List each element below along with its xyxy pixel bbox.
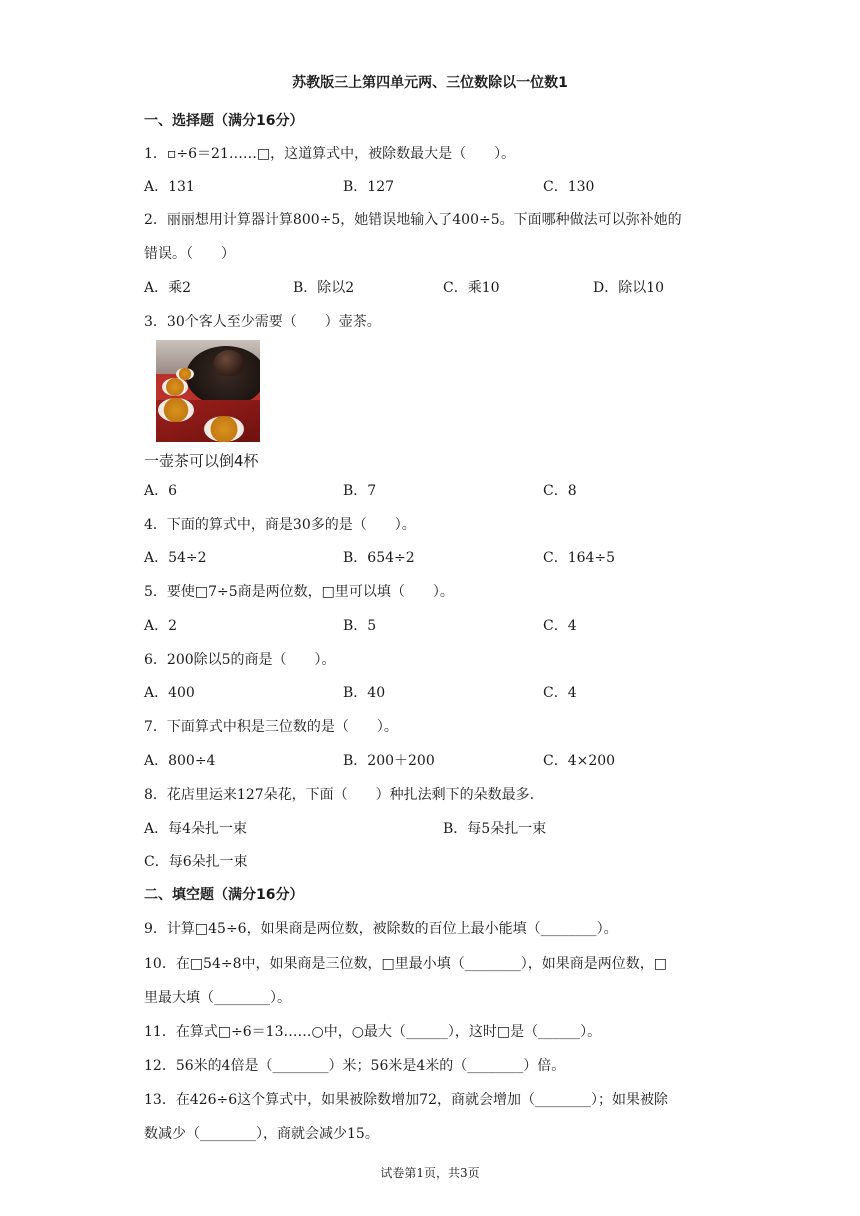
question-12: 12．56米的4倍是（________）米；56米是4米的（________）倍。	[144, 1058, 566, 1074]
q2-option-a: A．乘2	[144, 280, 192, 296]
question-11: 11．在算式□÷6＝13……○中，○最大（______），这时□是（______）。	[144, 1024, 602, 1040]
q6-option-a: A．400	[144, 685, 195, 701]
question-10-line1: 10．在□54÷8中，如果商是三位数，□里最小填（________），如果商是两位数，□	[144, 956, 667, 972]
q7-option-b: B．200＋200	[343, 753, 435, 769]
question-9: 9．计算□45÷6，如果商是两位数，被除数的百位上最小能填（________）。	[144, 921, 618, 937]
page-title: 苏教版三上第四单元两、三位数除以一位数1	[292, 75, 568, 91]
q8-option-c: C．每6朵扎一束	[144, 854, 248, 870]
question-1: 1．▫÷6＝21……□，这道算式中，被除数最大是（ ）。	[144, 146, 516, 162]
q2-option-c: C．乘10	[443, 280, 500, 296]
question-7: 7．下面算式中积是三位数的是（ ）。	[144, 719, 398, 735]
q6-option-b: B．40	[343, 685, 386, 701]
q5-option-a: A．2	[144, 618, 178, 634]
question-3: 3．30个客人至少需要（ ）壶茶。	[144, 314, 381, 330]
q3-option-b: B．7	[343, 483, 377, 499]
q2-option-d: D．除以10	[593, 280, 665, 296]
q7-option-c: C．4×200	[543, 753, 616, 769]
teapot-photo	[156, 340, 260, 442]
q6-option-c: C．4	[543, 685, 577, 701]
question-8: 8．花店里运来127朵花，下面（ ）种扎法剩下的朵数最多.	[144, 787, 535, 803]
question-13-line2: 数减少（________），商就会减少15。	[144, 1126, 379, 1142]
question-10-line2: 里最大填（________）。	[144, 990, 291, 1006]
question-2-line1: 2．丽丽想用计算器计算800÷5，她错误地输入了400÷5。下面哪种做法可以弥补她的	[144, 212, 682, 228]
q4-option-a: A．54÷2	[144, 550, 207, 566]
q4-option-c: C．164÷5	[543, 550, 616, 566]
q3-option-c: C．8	[543, 483, 577, 499]
question-2-line2: 错误。（ ）	[144, 246, 235, 262]
q1-option-b: B．127	[343, 179, 395, 195]
question-13-line1: 13．在426÷6这个算式中，如果被除数增加72，商就会增加（________）；如果被除	[144, 1092, 668, 1108]
question-6: 6．200除以5的商是（ ）。	[144, 652, 336, 668]
page-footer: 试卷第1页，共3页	[380, 1166, 480, 1180]
q8-option-a: A．每4朵扎一束	[144, 821, 248, 837]
q4-option-b: B．654÷2	[343, 550, 415, 566]
question-5: 5．要使□7÷5商是两位数，□里可以填（ ）。	[144, 584, 454, 600]
q1-option-c: C．130	[543, 179, 595, 195]
question-4: 4．下面的算式中，商是30多的是（ ）。	[144, 517, 416, 533]
section-fill-heading: 二、填空题（满分16分）	[144, 887, 304, 903]
q1-option-a: A．131	[144, 179, 195, 195]
q5-option-b: B．5	[343, 618, 377, 634]
section-choice-heading: 一、选择题（满分16分）	[144, 113, 304, 129]
photo-caption: 一壶茶可以倒4杯	[144, 452, 259, 470]
q5-option-c: C．4	[543, 618, 577, 634]
q8-option-b: B．每5朵扎一束	[443, 821, 547, 837]
q3-option-a: A．6	[144, 483, 178, 499]
q2-option-b: B．除以2	[293, 280, 355, 296]
q7-option-a: A．800÷4	[144, 753, 216, 769]
